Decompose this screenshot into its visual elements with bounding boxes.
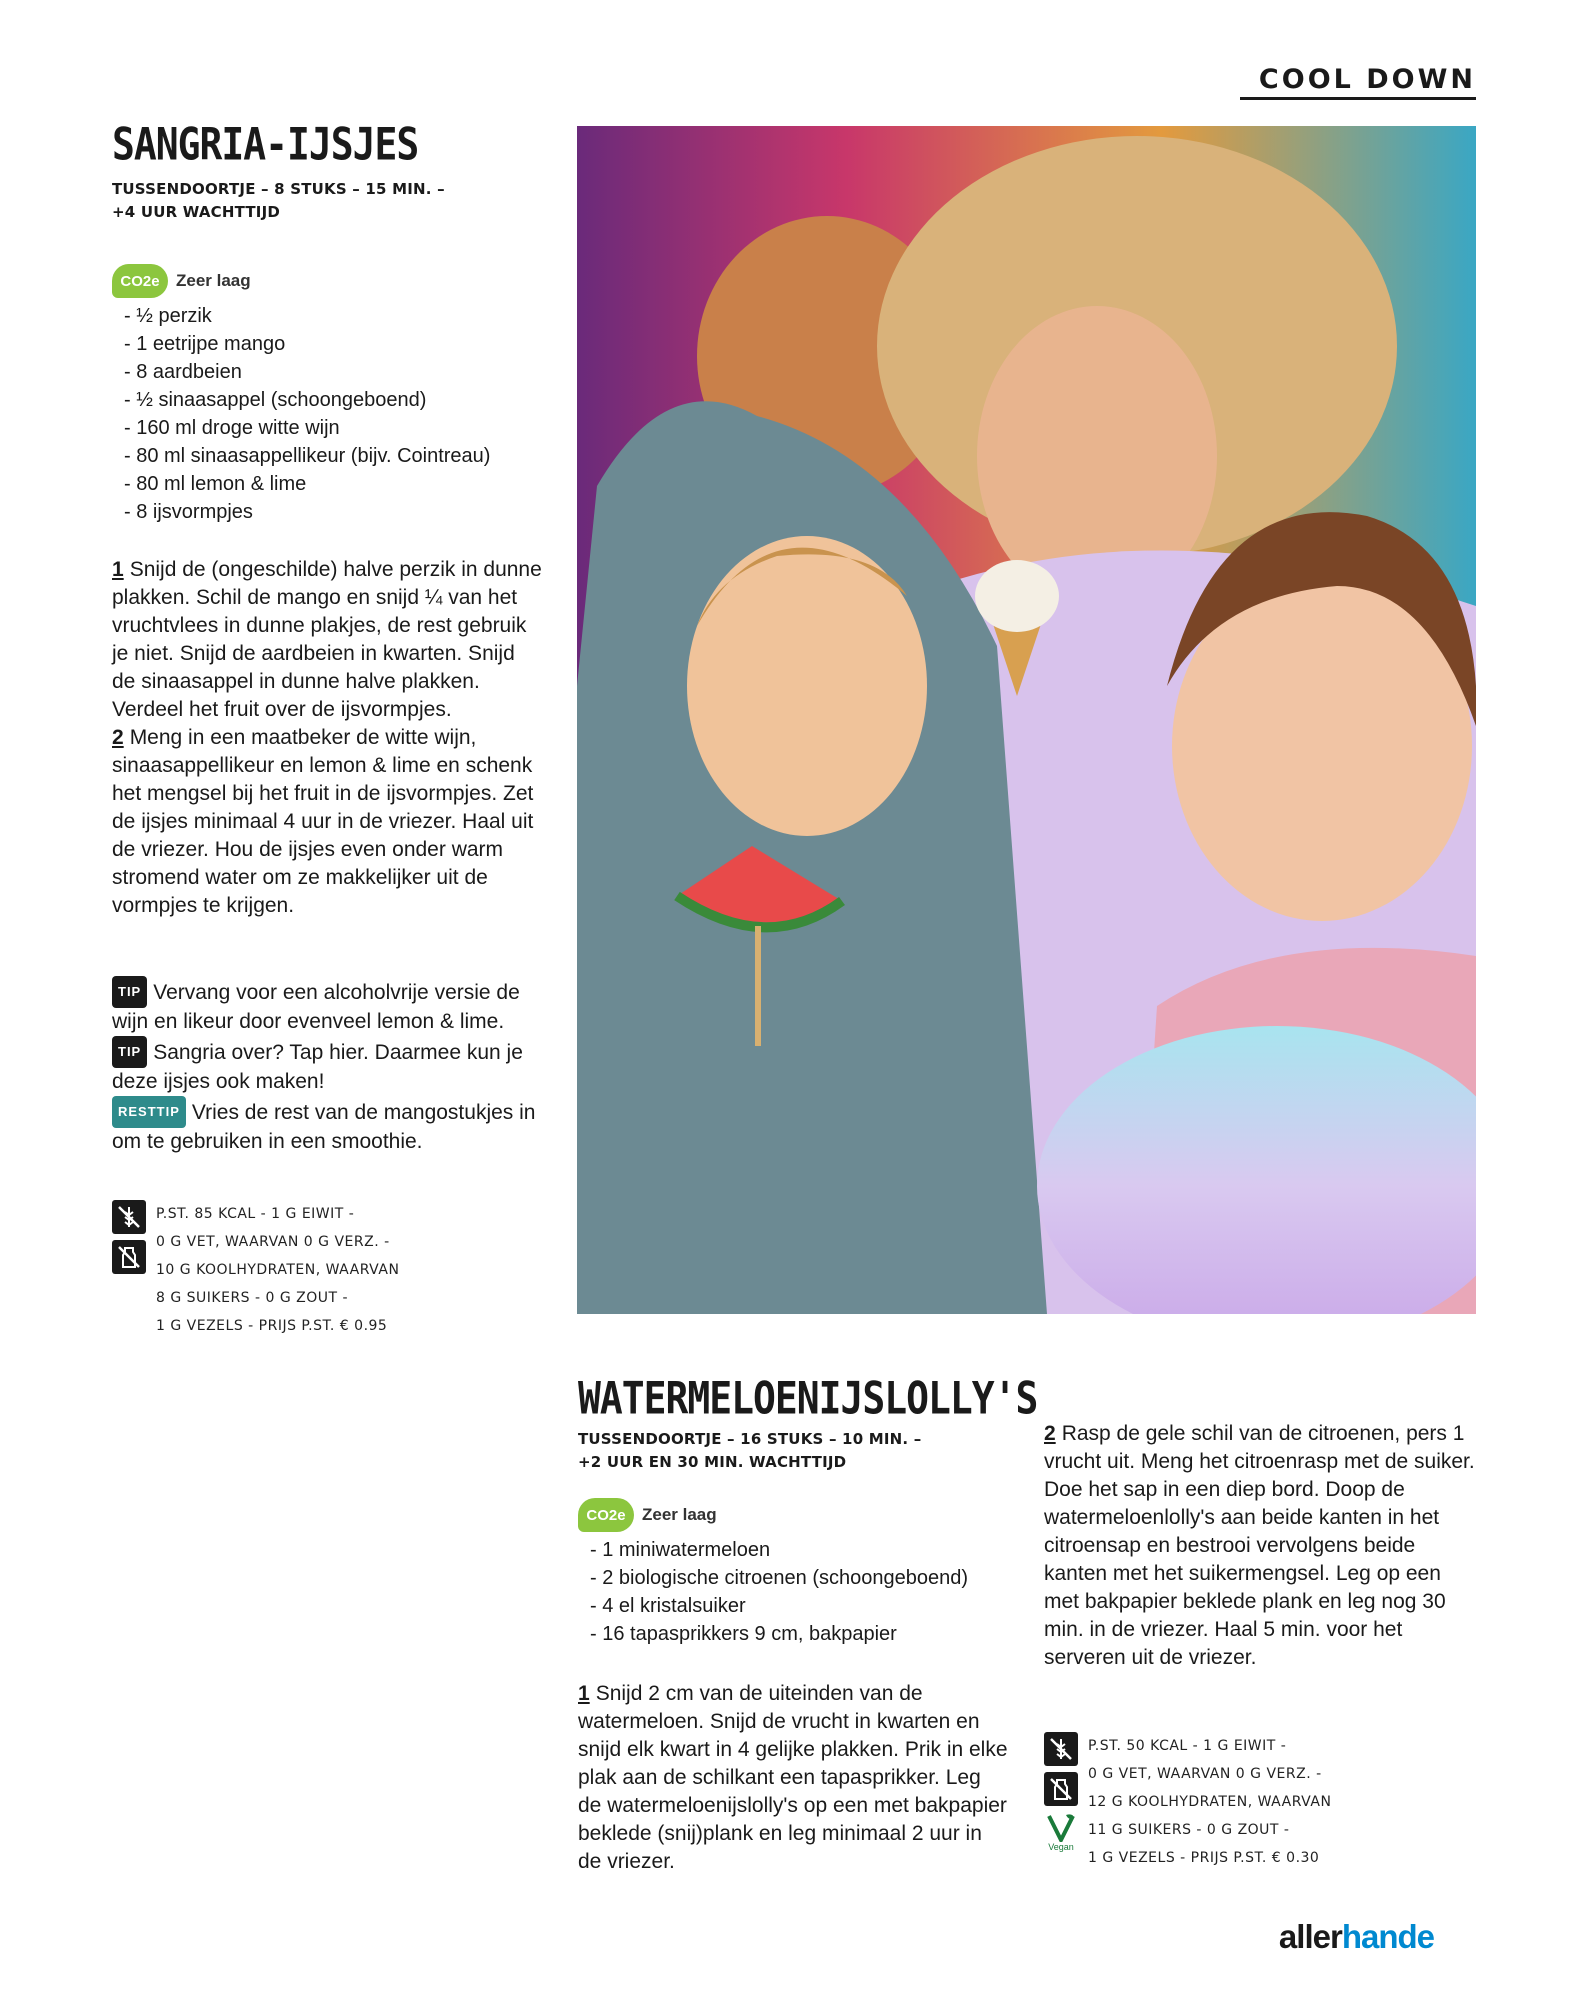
- tip-1: [112, 976, 552, 1036]
- gluten-free-icon: [1044, 1732, 1078, 1766]
- tip-badge: TIP: [112, 1036, 147, 1068]
- tip-2: [112, 1036, 552, 1096]
- recipe1-step-1: [112, 556, 542, 724]
- recipe2-meta-line1: TUSSENDOORTJE – 16 STUKS – 10 MIN. –: [578, 1430, 922, 1448]
- nutrition-line: 1 G VEZELS - PRIJS P.ST. € 0.95: [156, 1318, 388, 1334]
- ingredient-item: - 8 ijsvormpjes: [124, 498, 554, 526]
- vegan-label: Vegan: [1048, 1842, 1074, 1852]
- recipe1-step-2: [112, 724, 542, 920]
- recipe2-title: WATERMELOENIJSLOLLY'S: [578, 1372, 1038, 1424]
- nutrition-text: [1088, 1732, 1331, 1872]
- ingredient-item: - 80 ml lemon & lime: [124, 470, 554, 498]
- recipe1-ingredients: [124, 302, 554, 526]
- co2-rating-text: Zeer laag: [642, 1505, 717, 1524]
- co2-badge: CO2e: [112, 264, 168, 298]
- nutrition-line: P.ST. 50 KCAL - 1 G EIWIT -: [1088, 1738, 1287, 1754]
- recipe1-title: SANGRIA-IJSJES: [112, 118, 419, 170]
- step-number: 2: [1044, 1422, 1056, 1445]
- recipe1-meta-line1: TUSSENDOORTJE – 8 STUKS – 15 MIN. –: [112, 180, 445, 198]
- step-text: Rasp de gele schil van de citroenen, pers 1 vrucht uit. Meng het citroenrasp met de suiker. Doe het sap in een diep bord. Doop de watermeloenlolly's aan beide kanten in het citroensap en bestrooi vervolgens beide kanten met het suikermengsel. Leg op een met bakpapier beklede plank en leg nog 30 min. in de vriezer. Haal 5 min. voor het serveren uit de vriezer.: [1044, 1422, 1475, 1669]
- ingredient-item: - 4 el kristalsuiker: [590, 1592, 1030, 1620]
- nutrition-icons: [1044, 1732, 1088, 1872]
- nutrition-line: 0 G VET, WAARVAN 0 G VERZ. -: [156, 1234, 390, 1250]
- step-number: 2: [112, 726, 124, 749]
- nutrition-line: 12 G KOOLHYDRATEN, WAARVAN: [1088, 1794, 1332, 1810]
- nutrition-line: 0 G VET, WAARVAN 0 G VERZ. -: [1088, 1766, 1322, 1782]
- tip-badge: TIP: [112, 976, 147, 1008]
- recipe2-step-1: [578, 1680, 1008, 1876]
- lactose-free-icon: [112, 1240, 146, 1274]
- tip-text: Sangria over? Tap hier. Daarmee kun je deze ijsjes ook maken!: [112, 1041, 523, 1093]
- vegan-icon: [1044, 1812, 1078, 1854]
- recipe2-nutrition: [1044, 1732, 1331, 1872]
- recipe1-nutrition: [112, 1200, 399, 1340]
- family-photo: [577, 126, 1476, 1314]
- tip-text: Vervang voor een alcoholvrije versie de wijn en likeur door evenveel lemon & lime.: [112, 981, 520, 1033]
- recipe1-meta: [112, 178, 445, 224]
- nutrition-line: 1 G VEZELS - PRIJS P.ST. € 0.30: [1088, 1850, 1320, 1866]
- ingredient-item: - 1 miniwatermeloen: [590, 1536, 1030, 1564]
- resttip-text: Vries de rest van de mangostukjes in om te gebruiken in een smoothie.: [112, 1101, 536, 1153]
- ingredient-item: - ½ sinaasappel (schoongeboend): [124, 386, 554, 414]
- resttip-badge: RESTTIP: [112, 1096, 186, 1128]
- nutrition-icons: [112, 1200, 156, 1340]
- nutrition-line: 11 G SUIKERS - 0 G ZOUT -: [1088, 1822, 1290, 1838]
- nutrition-line: P.ST. 85 KCAL - 1 G EIWIT -: [156, 1206, 355, 1222]
- recipe1-co2-rating: [112, 264, 251, 298]
- ingredient-item: - 160 ml droge witte wijn: [124, 414, 554, 442]
- lactose-free-icon: [1044, 1772, 1078, 1806]
- gluten-free-icon: [112, 1200, 146, 1234]
- co2-rating-text: Zeer laag: [176, 271, 251, 290]
- ingredient-item: - ½ perzik: [124, 302, 554, 330]
- recipe2-ingredients: [590, 1536, 1030, 1648]
- nutrition-line: 10 G KOOLHYDRATEN, WAARVAN: [156, 1262, 400, 1278]
- ingredient-item: - 16 tapasprikkers 9 cm, bakpapier: [590, 1620, 1030, 1648]
- nutrition-line: 8 G SUIKERS - 0 G ZOUT -: [156, 1290, 349, 1306]
- ingredient-item: - 2 biologische citroenen (schoongeboend): [590, 1564, 1030, 1592]
- step-number: 1: [112, 558, 124, 581]
- section-label: COOL DOWN: [1240, 64, 1476, 100]
- recipe1-meta-line2: +4 UUR WACHTTIJD: [112, 203, 281, 221]
- recipe2-meta-line2: +2 UUR EN 30 MIN. WACHTTIJD: [578, 1453, 847, 1471]
- resttip: [112, 1096, 552, 1156]
- nutrition-text: [156, 1200, 399, 1340]
- step-text: Meng in een maatbeker de witte wijn, sinaasappellikeur en lemon & lime en schenk het mengsel bij het fruit in de ijsvormpjes. Zet de ijsjes minimaal 4 uur in de vriezer. Haal uit de vriezer. Hou de ijsjes even onder warm stromend water om ze makkelijker uit de vormpjes te krijgen.: [112, 726, 534, 917]
- recipe1-steps: [112, 556, 542, 920]
- co2-badge: CO2e: [578, 1498, 634, 1532]
- step-number: 1: [578, 1682, 590, 1705]
- recipe2-meta: [578, 1428, 921, 1474]
- recipe1-tips: [112, 976, 552, 1156]
- step-text: Snijd 2 cm van de uiteinden van de watermeloen. Snijd de vrucht in kwarten en snijd elk kwart in 4 gelijke plakken. Prik in elke plak aan de schilkant een tapasprikker. Leg de watermeloenijslolly's op een met bakpapier beklede (snij)plank en leg minimaal 2 uur in de vriezer.: [578, 1682, 1008, 1873]
- step-text: Snijd de (ongeschilde) halve perzik in dunne plakken. Schil de mango en snijd ¼ van het vruchtvlees in dunne plakjes, de rest gebruik je niet. Snijd de aardbeien in kwarten. Snijd de sinaasappel in dunne halve plakken. Verdeel het fruit over de ijsvormpjes.: [112, 558, 542, 721]
- ingredient-item: - 8 aardbeien: [124, 358, 554, 386]
- recipe2-co2-rating: [578, 1498, 717, 1532]
- ingredient-item: - 1 eetrijpe mango: [124, 330, 554, 358]
- ingredient-item: - 80 ml sinaasappellikeur (bijv. Cointreau): [124, 442, 554, 470]
- recipe2-step-2: [1044, 1420, 1476, 1672]
- allerhande-logo: allerhande: [1278, 1918, 1434, 1955]
